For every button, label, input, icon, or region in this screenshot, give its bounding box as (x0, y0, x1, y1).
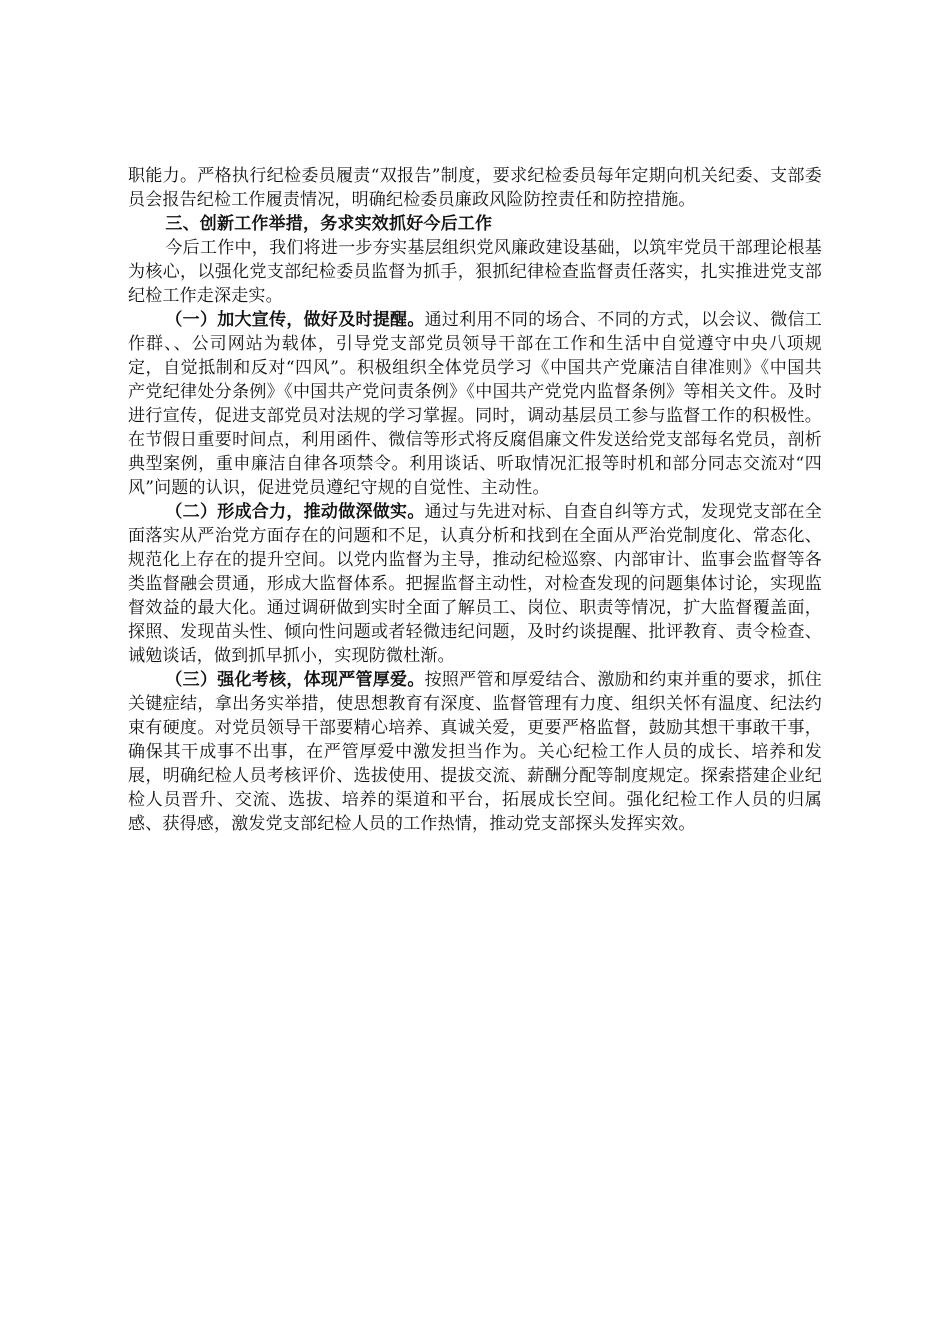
item-body-1: 通过利用不同的场合、不同的方式，以会议、微信工作群、、公司网站为载体，引导党支部党员领导干部在工作和生活中自觉遵守中央八项规定，自觉抵制和反对“四风”。积极组织全体党员学习《中国共产党廉洁自律准则》《中国共产党纪律处分条例》《中国共产党问责条例》《中国共产党党内监督条例》等相关文件。及时进行宣传，促进支部党员对法规的学习掌握。同时，调动基层员工参与监督工作的积极性。在节假日重要时间点，利用函件、微信等形式将反腐倡廉文件发送给党支部每名党员，剖析典型案例，重申廉洁自律各项禁令。利用谈话、听取情况汇报等时机和部分同志交流对“四风”问题的认识，促进党员遵纪守规的自觉性、主动性。 (128, 310, 822, 498)
item-body-3: 按照严管和厚爱结合、激励和约束并重的要求，抓住关键症结，拿出务实举措，使思想教育有深度、监督管理有力度、组织关怀有温度、纪法约束有硬度。对党员领导干部要精心培养、真诚关爱，更要严格监督，鼓励其想干事敢干事，确保其干成事不出事，在严管厚爱中激发担当作为。关心纪检工作人员的成长、培养和发展，明确纪检人员考核评价、选拔使用、提拔交流、薪酬分配等制度规定。探索搭建企业纪检人员晋升、交流、选拔、培养的渠道和平台，拓展成长空间。强化纪检工作人员的归属感、获得感，激发党支部纪检人员的工作热情，推动党支部探头发挥实效。 (128, 670, 822, 834)
item-paragraph-3 (128, 668, 822, 836)
document-body (128, 164, 822, 836)
item-lead-1: （一）加大宣传，做好及时提醒。 (165, 310, 425, 330)
item-paragraph-2 (128, 500, 822, 668)
section-heading: 三、创新工作举措，务求实效抓好今后工作 (165, 214, 493, 234)
item-paragraph-1 (128, 308, 822, 500)
item-body-2: 通过与先进对标、自查自纠等方式，发现党支部在全面落实从严治党方面存在的问题和不足，认真分析和找到在全面从严治党制度化、常态化、规范化上存在的提升空间。以党内监督为主导，推动纪检巡察、内部审计、监事会监督等各类监督融会贯通，形成大监督体系。把握监督主动性，对检查发现的问题集体讨论，实现监督效益的最大化。通过调研做到实时全面了解员工、岗位、职责等情况，扩大监督覆盖面，探照、发现苗头性、倾向性问题或者轻微违纪问题，及时约谈提醒、批评教育、责令检查、诫勉谈话，做到抓早抓小，实现防微杜渐。 (128, 502, 822, 666)
section-intro-paragraph: 今后工作中，我们将进一步夯实基层组织党风廉政建设基础，以筑牢党员干部理论根基为核心，以强化党支部纪检委员监督为抓手，狠抓纪律检查监督责任落实，扎实推进党支部纪检工作走深走实。 (128, 238, 822, 306)
item-lead-3: （三）强化考核，体现严管厚爱。 (165, 670, 425, 690)
item-lead-2: （二）形成合力，推动做深做实。 (165, 502, 425, 522)
continued-paragraph: 职能力。严格执行纪检委员履责“双报告”制度，要求纪检委员每年定期向机关纪委、支部委员会报告纪检工作履责情况，明确纪检委员廉政风险防控责任和防控措施。 (128, 166, 822, 210)
